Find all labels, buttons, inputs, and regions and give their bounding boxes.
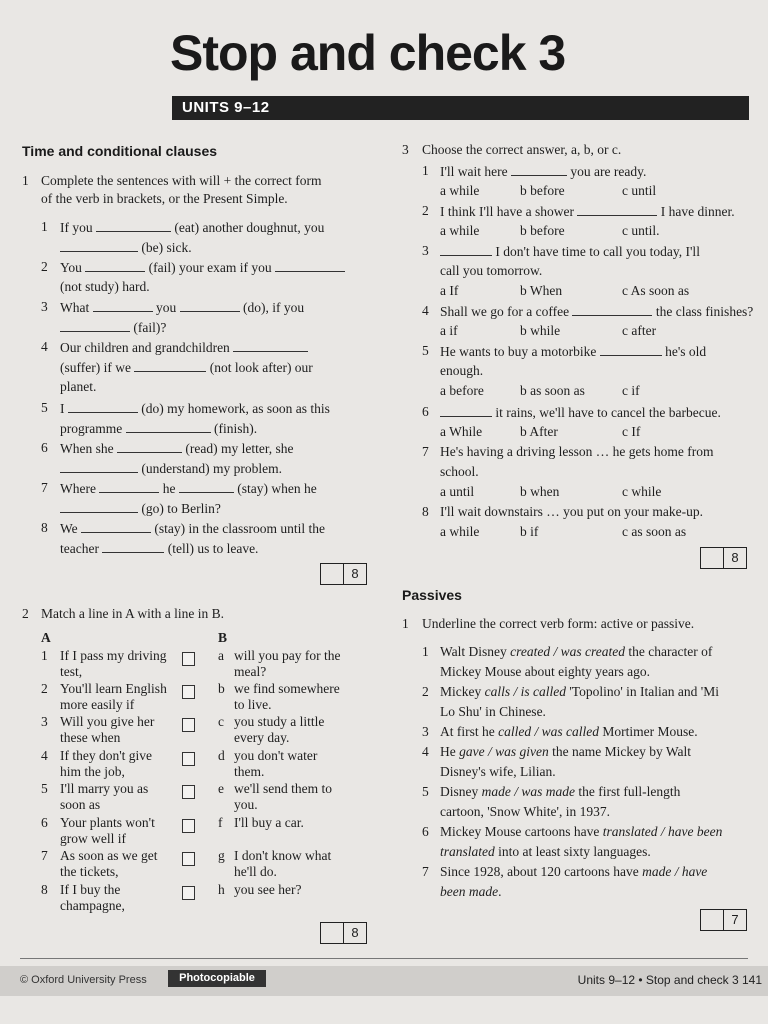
sentence-line: At first he called / was called Mortimer Mouse.	[440, 724, 698, 739]
answer-blank[interactable]	[60, 460, 138, 473]
question-instruction: Match a line in A with a line in B.	[41, 606, 224, 621]
score-box	[700, 547, 748, 567]
item-number: 8	[41, 882, 48, 897]
option-c[interactable]: c until	[622, 183, 657, 198]
option-a[interactable]: a while	[440, 524, 480, 539]
match-line-a: If I pass my driving	[60, 648, 167, 663]
answer-blank[interactable]	[102, 540, 164, 553]
answer-blank[interactable]	[126, 420, 211, 433]
sentence-line: Lo Shu' in Chinese.	[440, 704, 546, 719]
item-number: 4	[422, 744, 429, 759]
page-reference: Units 9–12 • Stop and check 3 141	[577, 973, 762, 987]
sentence-line: I don't have time to call you today, I'll	[440, 243, 700, 260]
match-line-a: the tickets,	[60, 864, 119, 879]
match-line-b: to live.	[234, 697, 272, 712]
item-number: 7	[422, 864, 429, 879]
match-line-a: You'll learn English	[60, 681, 167, 696]
sentence-line: Disney's wife, Lilian.	[440, 764, 556, 779]
item-number: 3	[422, 243, 429, 258]
sentence-line: When she (read) my letter, she	[60, 441, 294, 456]
option-a[interactable]: a before	[440, 383, 484, 398]
item-number: 1	[422, 163, 429, 178]
sentence-line: Mickey calls / is called 'Topolino' in Italian and 'Mi	[440, 684, 719, 699]
sentence-line: I'll wait here you are ready.	[440, 164, 647, 179]
question-instruction: Complete the sentences with will + the correct form	[41, 173, 322, 188]
sentence-line: been made.	[440, 884, 502, 899]
match-line-b: them.	[234, 764, 265, 779]
answer-blank[interactable]	[511, 163, 567, 176]
sentence-line: Since 1928, about 120 cartoons have made / have	[440, 864, 708, 879]
score-box	[320, 922, 368, 942]
option-a[interactable]: a until	[440, 484, 475, 499]
item-number: 2	[422, 684, 429, 699]
answer-blank[interactable]	[440, 404, 492, 417]
sentence-line: (be) sick.	[60, 239, 192, 256]
option-b[interactable]: b as soon as	[520, 383, 585, 398]
sentence-line: (fail)?	[60, 319, 166, 336]
item-number: 6	[41, 815, 48, 830]
verb-choice[interactable]: made / have	[642, 864, 708, 879]
match-line-a: Your plants won't	[60, 815, 155, 830]
option-c[interactable]: c As soon as	[622, 283, 690, 298]
answer-blank[interactable]	[117, 440, 182, 453]
option-letter: h	[218, 882, 225, 897]
publisher-credit: © Oxford University Press	[20, 974, 147, 986]
sentence-line: translated into at least sixty languages.	[440, 844, 651, 859]
score-total: 8	[343, 563, 367, 585]
option-b[interactable]: b if	[520, 524, 539, 539]
question-number: 2	[22, 606, 29, 621]
item-number: 2	[41, 259, 48, 274]
page-title: Stop and check 3	[170, 25, 566, 81]
score-box	[700, 909, 748, 929]
sentence-line: What you (do), if you	[60, 300, 305, 315]
item-number: 1	[422, 644, 429, 659]
item-number: 5	[41, 400, 48, 415]
sentence-line: Our children and grandchildren	[60, 339, 308, 356]
match-line-a: more easily if	[60, 697, 135, 712]
answer-checkbox[interactable]	[182, 652, 195, 666]
match-line-a: If I buy the	[60, 882, 121, 897]
item-number: 3	[41, 299, 48, 314]
option-c[interactable]: c until.	[622, 223, 660, 238]
answer-blank[interactable]	[134, 359, 206, 372]
answer-checkbox[interactable]	[182, 718, 195, 732]
sentence-line: I'll wait downstairs … you put on your make-up.	[440, 504, 704, 519]
item-number: 7	[41, 480, 48, 495]
match-line-a: Will you give her	[60, 714, 155, 729]
match-line-b: you.	[234, 797, 258, 812]
answer-blank[interactable]	[60, 319, 130, 332]
sentence-line: Shall we go for a coffee the class finishes?	[440, 304, 754, 319]
match-line-b: you see her?	[234, 882, 302, 897]
match-line-b: you study a little	[234, 714, 325, 729]
photocopiable-badge: Photocopiable	[168, 970, 266, 987]
answer-checkbox[interactable]	[182, 785, 195, 799]
score-box	[320, 563, 368, 583]
answer-blank[interactable]	[60, 239, 138, 252]
answer-blank[interactable]	[180, 299, 240, 312]
sentence-line: Where he (stay) when he	[60, 481, 317, 496]
match-line-b: meal?	[234, 664, 267, 679]
score-input[interactable]	[320, 922, 344, 944]
answer-blank[interactable]	[93, 299, 153, 312]
sentence-line: it rains, we'll have to cancel the barbecue.	[440, 404, 721, 421]
item-number: 6	[422, 404, 429, 419]
answer-checkbox[interactable]	[182, 852, 195, 866]
answer-blank[interactable]	[275, 259, 345, 272]
match-line-b: he'll do.	[234, 864, 277, 879]
option-a[interactable]: a If	[440, 283, 459, 298]
answer-blank[interactable]	[233, 339, 308, 352]
option-letter: b	[218, 681, 225, 696]
item-number: 8	[41, 520, 48, 535]
sentence-line: Mickey Mouse about eighty years ago.	[440, 664, 650, 679]
answer-blank[interactable]	[68, 400, 138, 413]
option-c[interactable]: c If	[622, 424, 641, 439]
option-b[interactable]: b before	[520, 223, 565, 238]
answer-blank[interactable]	[81, 520, 151, 533]
verb-choice[interactable]: made / was made	[481, 784, 575, 799]
match-line-b: will you pay for the	[234, 648, 341, 663]
score-input[interactable]	[700, 547, 724, 569]
score-input[interactable]	[320, 563, 344, 585]
answer-checkbox[interactable]	[182, 685, 195, 699]
section-heading-clauses: Time and conditional clauses	[22, 143, 218, 159]
sentence-line: cartoon, 'Snow White', in 1937.	[440, 804, 610, 819]
match-line-a: test,	[60, 664, 83, 679]
sentence-line: programme (finish).	[60, 421, 258, 436]
answer-blank[interactable]	[99, 480, 159, 493]
answer-blank[interactable]	[85, 259, 145, 272]
match-line-a: these when	[60, 730, 121, 745]
match-line-a: him the job,	[60, 764, 125, 779]
item-number: 4	[422, 303, 429, 318]
option-letter: f	[218, 815, 223, 830]
item-number: 3	[41, 714, 48, 729]
match-line-b: we'll send them to	[234, 781, 333, 796]
score-input[interactable]	[700, 909, 724, 931]
footer-divider	[20, 958, 748, 959]
answer-checkbox[interactable]	[182, 819, 195, 833]
answer-blank[interactable]	[96, 219, 171, 232]
sentence-line: We (stay) in the classroom until the	[60, 521, 325, 536]
item-number: 7	[41, 848, 48, 863]
question-instruction: Underline the correct verb form: active or passive.	[422, 616, 695, 631]
option-a[interactable]: a while	[440, 183, 480, 198]
option-letter: c	[218, 714, 224, 729]
sentence-line: He gave / was given the name Mickey by Walt	[440, 744, 691, 759]
option-c[interactable]: c after	[622, 323, 657, 338]
answer-checkbox[interactable]	[182, 752, 195, 766]
answer-checkbox[interactable]	[182, 886, 195, 900]
item-number: 8	[422, 504, 429, 519]
verb-choice[interactable]: translated	[440, 844, 495, 859]
sentence-line: He wants to buy a motorbike he's old	[440, 344, 707, 359]
item-number: 3	[422, 724, 429, 739]
sentence-line: school.	[440, 464, 479, 479]
sentence-line: You (fail) your exam if you	[60, 259, 345, 276]
option-c[interactable]: c as soon as	[622, 524, 687, 539]
units-label: UNITS 9–12	[182, 99, 270, 116]
question-number: 1	[402, 616, 409, 631]
verb-choice[interactable]: been made	[440, 884, 499, 899]
column-b-label: B	[218, 630, 228, 645]
match-line-b: I don't know what	[234, 848, 332, 863]
match-line-b: you don't water	[234, 748, 318, 763]
item-number: 6	[41, 440, 48, 455]
sentence-line: planet.	[60, 379, 97, 394]
match-line-a: If they don't give	[60, 748, 153, 763]
option-b[interactable]: b When	[520, 283, 563, 298]
match-line-a: As soon as we get	[60, 848, 158, 863]
column-a-label: A	[41, 630, 51, 645]
sentence-line: enough.	[440, 363, 484, 378]
sentence-line: Disney made / was made the first full-length	[440, 784, 681, 799]
answer-blank[interactable]	[440, 243, 492, 256]
option-c[interactable]: c if	[622, 383, 640, 398]
option-c[interactable]: c while	[622, 484, 662, 499]
score-total: 7	[723, 909, 747, 931]
score-total: 8	[723, 547, 747, 569]
sentence-line: teacher (tell) us to leave.	[60, 541, 259, 556]
item-number: 7	[422, 444, 429, 459]
question-instruction: Choose the correct answer, a, b, or c.	[422, 142, 622, 157]
option-a[interactable]: a While	[440, 424, 483, 439]
item-number: 2	[41, 681, 48, 696]
option-b[interactable]: b while	[520, 323, 561, 338]
question-number: 1	[22, 173, 29, 188]
item-number: 5	[422, 343, 429, 358]
verb-choice[interactable]: translated / have been	[602, 824, 723, 839]
answer-blank[interactable]	[60, 500, 138, 513]
match-line-a: I'll marry you as	[60, 781, 149, 796]
item-number: 4	[41, 339, 48, 354]
score-total: 8	[343, 922, 367, 944]
verb-choice[interactable]: called / was called	[498, 724, 599, 739]
option-letter: e	[218, 781, 224, 796]
match-line-b: I'll buy a car.	[234, 815, 304, 830]
item-number: 1	[41, 219, 48, 234]
match-line-b: every day.	[234, 730, 290, 745]
item-number: 5	[41, 781, 48, 796]
option-letter: a	[218, 648, 224, 663]
sentence-line: (understand) my problem.	[60, 460, 282, 477]
sentence-line: Mickey Mouse cartoons have translated / have been	[440, 824, 723, 839]
sentence-line: Walt Disney created / was created the character of	[440, 644, 713, 659]
verb-choice[interactable]: calls / is called	[484, 684, 566, 699]
units-bar	[172, 96, 749, 120]
answer-blank[interactable]	[179, 480, 234, 493]
match-line-a: champagne,	[60, 898, 125, 913]
question-number: 3	[402, 142, 409, 157]
sentence-line: (suffer) if we (not look after) our	[60, 360, 313, 375]
item-number: 6	[422, 824, 429, 839]
option-b[interactable]: b before	[520, 183, 565, 198]
item-number: 5	[422, 784, 429, 799]
sentence-line: If you (eat) another doughnut, you	[60, 220, 325, 235]
option-letter: g	[218, 848, 225, 863]
verb-choice[interactable]: created / was created	[510, 644, 625, 659]
item-number: 2	[422, 203, 429, 218]
page-footer	[0, 966, 768, 996]
option-b[interactable]: b After	[520, 424, 558, 439]
option-b[interactable]: b when	[520, 484, 560, 499]
option-a[interactable]: a while	[440, 223, 480, 238]
answer-blank[interactable]	[572, 303, 652, 316]
match-line-a: grow well if	[60, 831, 126, 846]
sentence-line: call you tomorrow.	[440, 263, 543, 278]
sentence-line: He's having a driving lesson … he gets home from	[440, 444, 714, 459]
sentence-line: (go) to Berlin?	[60, 500, 221, 517]
item-number: 4	[41, 748, 48, 763]
question-instruction: of the verb in brackets, or the Present Simple.	[41, 191, 288, 206]
option-letter: d	[218, 748, 225, 763]
sentence-line: I think I'll have a shower I have dinner.	[440, 204, 735, 219]
answer-blank[interactable]	[577, 203, 657, 216]
match-line-b: we find somewhere	[234, 681, 340, 696]
answer-blank[interactable]	[600, 343, 662, 356]
verb-choice[interactable]: gave / was given	[459, 744, 549, 759]
section-heading-passives: Passives	[402, 587, 462, 603]
option-a[interactable]: a if	[440, 323, 458, 338]
match-line-a: soon as	[60, 797, 101, 812]
sentence-line: (not study) hard.	[60, 279, 150, 294]
item-number: 1	[41, 648, 48, 663]
sentence-line: I (do) my homework, as soon as this	[60, 401, 330, 416]
